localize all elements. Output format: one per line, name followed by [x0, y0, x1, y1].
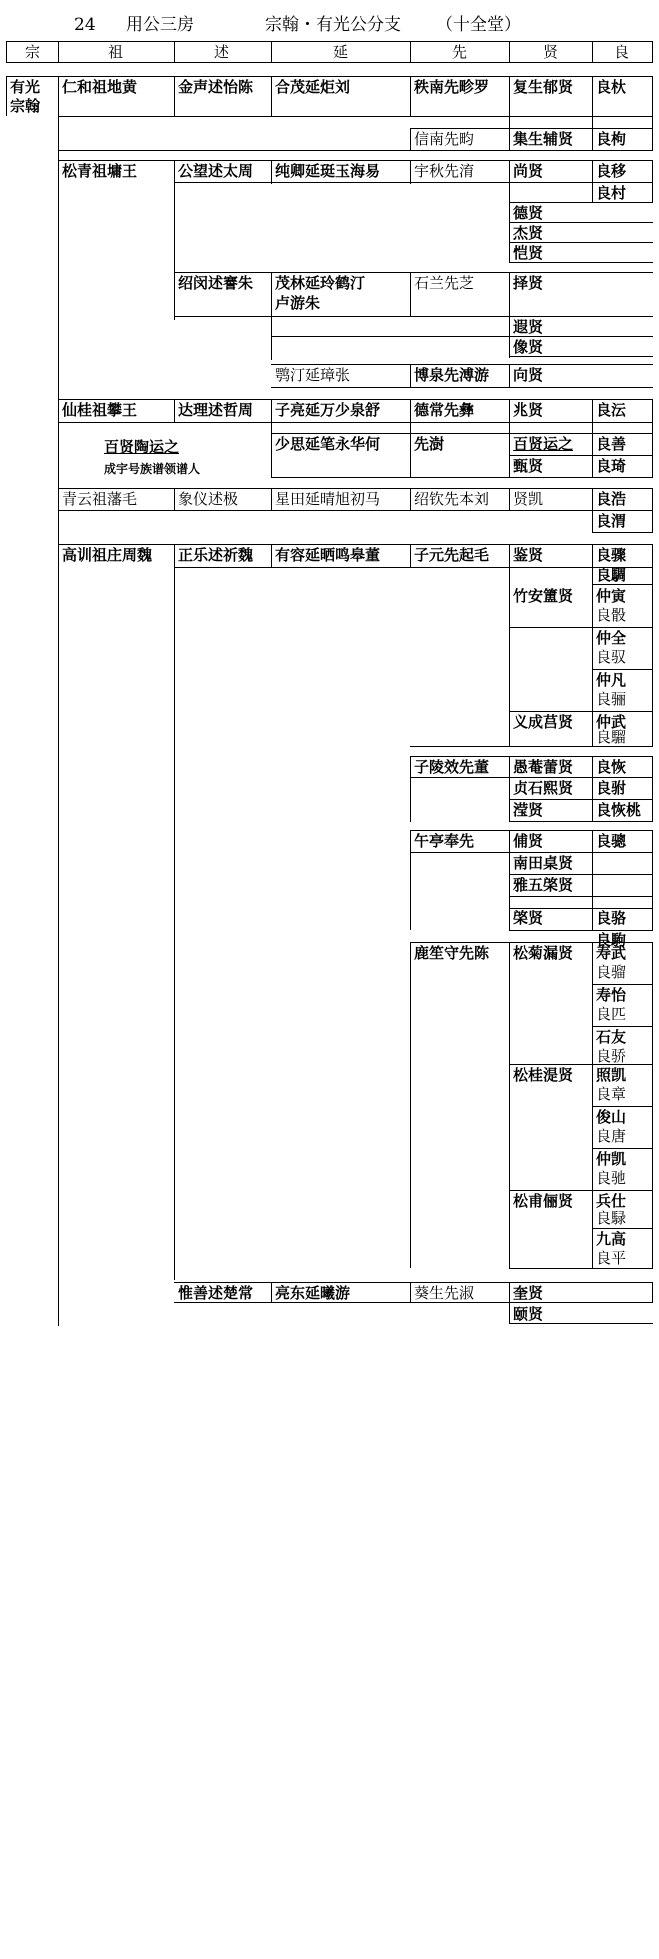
tree-line — [652, 544, 653, 746]
column-header-shu: 述 — [214, 43, 230, 61]
row-line — [58, 544, 653, 545]
liang-name: 照凯 — [596, 1066, 627, 1084]
xian2-name: 兆贤 — [513, 401, 544, 419]
xian2-name: 松甫俪贤 — [513, 1192, 574, 1210]
house-title: 用公三房 — [126, 15, 194, 35]
header-divider — [58, 41, 59, 63]
liang-name: 良琦 — [596, 457, 627, 475]
row-line — [58, 150, 653, 151]
tree-line — [174, 544, 175, 1280]
tree-line — [410, 942, 411, 1268]
liang-name: 良浩 — [596, 490, 627, 508]
liang-name: 良渭 — [596, 512, 627, 530]
liang-name: 良騮 — [596, 728, 627, 746]
note-title: 百贤陶运之 — [104, 438, 180, 456]
liang-name: 良恢 — [596, 758, 627, 776]
yan-name: 亮东延曦游 — [275, 1284, 351, 1302]
header-divider — [592, 41, 593, 63]
liang-name: 良骊 — [596, 690, 627, 708]
tree-line — [509, 76, 510, 150]
row-line — [174, 1282, 653, 1283]
zong-name: 有光宗翰 — [10, 78, 41, 115]
row-line — [174, 182, 653, 183]
tree-line — [410, 272, 411, 316]
column-header-xian2: 贤 — [543, 43, 559, 61]
zu-name: 青云祖藩毛 — [62, 490, 138, 508]
xian2-name: 遐贤 — [513, 318, 544, 336]
tree-line — [271, 544, 272, 568]
tree-line — [509, 544, 510, 746]
xian-name: 秩南先畛罗 — [414, 78, 490, 96]
xian2-name: 雅五棨贤 — [513, 876, 574, 894]
liang-name: 仲凡 — [596, 671, 627, 689]
xian2-name: 择贤 — [513, 274, 544, 292]
xian2-name: 俌贤 — [513, 832, 544, 850]
liang-name: 良善 — [596, 435, 627, 453]
header-divider — [174, 41, 175, 63]
tree-line — [509, 1282, 510, 1324]
row-line — [509, 202, 653, 203]
tree-line — [592, 544, 593, 746]
xian2-name: 集生辅贤 — [513, 130, 574, 148]
shu-name: 绍闵述謇朱 — [178, 274, 254, 292]
row-line — [592, 1026, 653, 1027]
yan-name: 少思延笔永华何 — [275, 435, 381, 453]
xian-name: 德常先彝 — [414, 401, 475, 419]
xian-name: 博泉先溥游 — [414, 366, 490, 384]
xian-name: 子陵效先董 — [414, 758, 490, 776]
row-line — [592, 1228, 653, 1229]
column-header-xian: 先 — [452, 43, 468, 61]
shu-name: 正乐述祈魏 — [178, 546, 254, 564]
tree-line — [652, 399, 653, 477]
tree-line — [592, 399, 593, 477]
liang-name: 良唐 — [596, 1127, 627, 1145]
liang-name: 良移 — [596, 162, 627, 180]
row-line — [509, 799, 653, 800]
row-line — [509, 1190, 653, 1191]
row-line — [174, 272, 653, 273]
tree-line — [271, 488, 272, 510]
tree-line — [652, 160, 653, 202]
row-line — [509, 627, 653, 628]
yan-name: 纯卿延珽玉海易 — [275, 162, 381, 180]
xian2-name: 向贤 — [513, 366, 544, 384]
row-line — [174, 567, 653, 568]
hall-name: （十全堂） — [436, 15, 521, 35]
tree-line — [410, 76, 411, 116]
liang-name: 良驭 — [596, 648, 627, 666]
tree-line — [592, 756, 593, 822]
row-line — [509, 455, 653, 456]
xian2-name: 贤凯 — [513, 490, 544, 508]
row-line — [592, 984, 653, 985]
xian-name: 宇秋先淯 — [414, 162, 475, 180]
tree-line — [271, 160, 272, 184]
tree-line — [652, 756, 653, 822]
row-line — [410, 128, 653, 129]
xian2-name: 颐贤 — [513, 1305, 544, 1323]
tree-line — [410, 756, 411, 822]
xian2-name: 杰贤 — [513, 224, 544, 242]
xian-name: 子元先起毛 — [414, 546, 490, 564]
row-line — [509, 711, 653, 712]
tree-line — [174, 160, 175, 320]
row-line — [271, 477, 653, 478]
tree-line — [509, 830, 510, 930]
tree-line — [271, 1282, 272, 1302]
xian2-name: 竹安簠贤 — [513, 587, 574, 605]
header-divider — [509, 41, 510, 63]
row-line — [58, 160, 653, 161]
liang-name: 良骄 — [596, 1047, 627, 1065]
row-line — [58, 399, 653, 400]
tree-line — [652, 830, 653, 930]
xian2-name: 棨贤 — [513, 909, 544, 927]
tree-line — [410, 128, 411, 150]
xian2-name: 义成莒贤 — [513, 713, 574, 731]
xian2-name: 复生郁贤 — [513, 78, 574, 96]
shu-name: 金声述怡陈 — [178, 78, 254, 96]
tree-line — [410, 364, 411, 388]
liang-name: 良驸 — [596, 779, 627, 797]
xian2-name: 奎贤 — [513, 1284, 544, 1302]
yan-name: 星田延晴旭初马 — [275, 490, 381, 508]
shu-name: 达理述哲周 — [178, 401, 254, 419]
tree-line — [174, 399, 175, 423]
tree-line — [174, 76, 175, 116]
tree-line — [410, 488, 411, 510]
xian-name: 葵生先淑 — [414, 1284, 475, 1302]
header-top-line — [6, 41, 653, 42]
liang-name: 寿武 — [596, 944, 627, 962]
liang-name: 良騆 — [596, 566, 627, 584]
row-line — [58, 116, 653, 117]
tree-line — [58, 76, 59, 1326]
column-header-yan: 延 — [333, 43, 349, 61]
xian-name: 午亭奉先 — [414, 832, 475, 850]
row-line — [592, 1106, 653, 1107]
tree-line — [592, 830, 593, 930]
xian2-name: 尚贤 — [513, 162, 544, 180]
liang-name: 良騄 — [596, 1209, 627, 1227]
branch-title: 宗翰・有光公分支 — [265, 15, 401, 35]
yan-name: 卢游朱 — [275, 294, 321, 312]
liang-name: 良驰 — [596, 1169, 627, 1187]
liang-name: 良杕 — [596, 78, 627, 96]
xian-name: 绍钦先本刘 — [414, 490, 490, 508]
yan-name: 茂林延玲鹤汀 — [275, 274, 366, 292]
xian2-name: 愚菴蕾贤 — [513, 758, 574, 776]
row-line — [509, 1268, 653, 1269]
tree-line — [592, 942, 593, 1268]
tree-line — [652, 942, 653, 1268]
row-line — [410, 852, 653, 853]
row-line — [6, 76, 653, 77]
xian-name: 石兰先芝 — [414, 274, 475, 292]
liang-name: 仲寅 — [596, 587, 627, 605]
shu-name: 公望述太周 — [178, 162, 254, 180]
shu-name: 象仪述极 — [178, 490, 239, 508]
tree-line — [509, 399, 510, 477]
liang-name: 俊山 — [596, 1108, 627, 1126]
row-line — [410, 756, 653, 757]
row-line — [58, 422, 653, 423]
column-header-liang: 良 — [614, 43, 630, 61]
row-line — [271, 387, 653, 388]
tree-line — [592, 160, 593, 202]
liang-name: 石友 — [596, 1028, 627, 1046]
tree-line — [509, 488, 510, 510]
row-line — [271, 433, 653, 434]
liang-name: 良骰 — [596, 606, 627, 624]
zu-name: 仙桂祖攀王 — [62, 401, 138, 419]
liang-name: 仲凯 — [596, 1150, 627, 1168]
xian2-name: 松桂湜贤 — [513, 1066, 574, 1084]
shu-name: 惟善述楚常 — [178, 1284, 254, 1302]
liang-name: 良平 — [596, 1249, 627, 1267]
xian2-name: 百贤运之 — [513, 435, 574, 453]
xian-name: 先澍 — [414, 435, 445, 453]
tree-line — [652, 76, 653, 150]
liang-name: 良骢 — [596, 832, 627, 850]
row-line — [509, 1064, 653, 1065]
yan-name: 有容延晒鸣皋董 — [275, 546, 381, 564]
xian2-name: 滢贤 — [513, 801, 544, 819]
yan-name: 合茂延炬刘 — [275, 78, 351, 96]
liang-name: 良章 — [596, 1085, 627, 1103]
liang-name: 良枸 — [596, 130, 627, 148]
header-bottom-line — [6, 62, 653, 63]
xian2-name: 像贤 — [513, 338, 544, 356]
liang-name: 良恢桃 — [596, 801, 642, 819]
xian-name: 信南先畇 — [414, 130, 475, 148]
xian2-name: 甄贤 — [513, 457, 544, 475]
liang-name: 良骝 — [596, 963, 627, 981]
tree-line — [592, 76, 593, 150]
liang-name: 仲全 — [596, 629, 627, 647]
xian2-name: 松菊漏贤 — [513, 944, 574, 962]
row-line — [271, 364, 653, 365]
tree-line — [509, 756, 510, 822]
tree-line — [509, 272, 510, 358]
tree-line — [271, 76, 272, 116]
row-line — [592, 1148, 653, 1149]
tree-line — [6, 76, 7, 116]
page-number: 24 — [74, 15, 96, 35]
note-subtitle: 成宇号族谱领谱人 — [104, 462, 201, 476]
row-line — [509, 896, 653, 897]
tree-line — [509, 160, 510, 262]
header-divider — [271, 41, 272, 63]
zu-name: 仁和祖地黄 — [62, 78, 138, 96]
liang-name: 仲武 — [596, 713, 627, 731]
liang-name: 九高 — [596, 1230, 627, 1248]
row-line — [592, 669, 653, 670]
xian2-name: 南田桌贤 — [513, 854, 574, 872]
column-header-zu: 祖 — [108, 43, 124, 61]
column-header-zong: 宗 — [25, 43, 41, 61]
tree-line — [410, 544, 411, 568]
xian2-name: 鉴贤 — [513, 546, 544, 564]
liang-name: 寿怡 — [596, 986, 627, 1004]
row-line — [509, 821, 653, 822]
tree-line — [509, 1190, 510, 1268]
header-divider — [652, 41, 653, 63]
xian2-name: 恺贤 — [513, 244, 544, 262]
tree-line — [652, 1282, 653, 1302]
row-line — [509, 874, 653, 875]
xian2-name: 贞石熙贤 — [513, 779, 574, 797]
tree-line — [410, 399, 411, 477]
tree-line — [509, 1064, 510, 1190]
row-line — [410, 777, 653, 778]
liang-name: 良匹 — [596, 1005, 627, 1023]
liang-name: 良骆 — [596, 909, 627, 927]
row-line — [58, 510, 653, 511]
tree-line — [410, 830, 411, 930]
row-line — [592, 532, 653, 533]
row-line — [509, 930, 653, 931]
tree-line — [410, 160, 411, 184]
liang-name: 良駒 — [596, 931, 627, 949]
row-line — [174, 316, 653, 317]
xian-name: 鹿笙守先陈 — [414, 944, 490, 962]
tree-line — [509, 364, 510, 388]
tree-line — [271, 399, 272, 477]
zu-name: 高训祖庄周魏 — [62, 546, 153, 564]
liang-name: 良沄 — [596, 401, 627, 419]
tree-line — [410, 1282, 411, 1302]
tree-line — [174, 488, 175, 510]
liang-name: 良村 — [596, 184, 627, 202]
liang-name: 兵仕 — [596, 1192, 627, 1210]
row-line — [410, 830, 653, 831]
header-divider — [410, 41, 411, 63]
zu-name: 松青祖墉王 — [62, 162, 138, 180]
yan-name: 鹗汀延璋张 — [275, 366, 351, 384]
xian2-name: 德贤 — [513, 204, 544, 222]
tree-line — [509, 942, 510, 1064]
row-line — [58, 488, 653, 489]
yan-name: 子亮延万少泉舒 — [275, 401, 381, 419]
liang-name: 良骤 — [596, 546, 627, 564]
header-divider — [6, 41, 7, 63]
row-line — [271, 336, 653, 337]
